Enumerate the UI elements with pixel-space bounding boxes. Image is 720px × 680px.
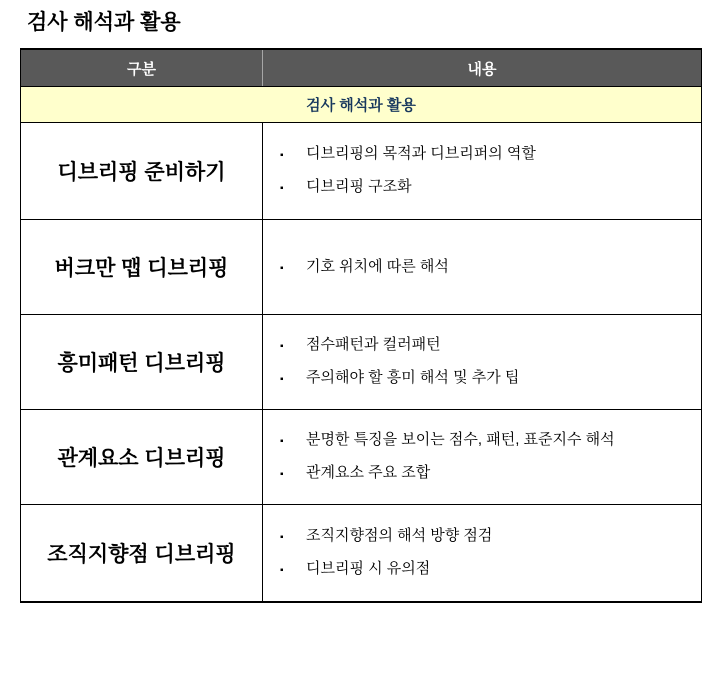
content-cell <box>263 123 701 219</box>
category-cell: 조직지향점 디브리핑 <box>21 505 263 601</box>
list-item <box>278 462 689 485</box>
table-row <box>21 409 701 504</box>
content-cell <box>263 410 701 504</box>
list-item-text: 주의해야 할 흥미 해석 및 추가 팁 <box>306 369 520 386</box>
list-item <box>278 525 689 548</box>
list-item-text: 점수패턴과 컬러패턴 <box>306 336 441 353</box>
bullet-square-icon: ▪ <box>280 341 284 352</box>
bullet-square-icon: ▪ <box>280 469 284 480</box>
list-item-text: 분명한 특징을 보이는 점수, 패턴, 표준지수 해석 <box>306 431 615 448</box>
list-item-text: 기호 위치에 따른 해석 <box>306 257 449 275</box>
bullet-square-icon: ▪ <box>280 374 284 385</box>
bullet-square-icon: ▪ <box>280 436 284 447</box>
bullet-square-icon: ▪ <box>280 183 284 194</box>
list-item <box>278 558 689 581</box>
bullet-square-icon: ▪ <box>280 150 284 161</box>
list-item <box>278 334 689 357</box>
list-item-text: 디브리핑의 목적과 디브리퍼의 역할 <box>306 145 536 162</box>
category-cell: 흥미패턴 디브리핑 <box>21 315 263 409</box>
table-row <box>21 219 701 314</box>
list-item-text: 조직지향점의 해석 방향 점검 <box>306 527 493 544</box>
category-cell: 버크만 맵 디브리핑 <box>21 220 263 314</box>
header-cell-category: 구분 <box>21 50 263 86</box>
page-title: 검사 해석과 활용 <box>27 11 181 34</box>
bullet-square-icon: ▪ <box>280 532 284 543</box>
table-row <box>21 122 701 219</box>
content-cell <box>263 505 701 601</box>
header-cell-content: 내용 <box>467 60 497 78</box>
content-cell <box>263 315 701 409</box>
list-item-text: 관계요소 주요 조합 <box>306 464 431 481</box>
table-row <box>21 314 701 409</box>
list-item <box>278 143 689 166</box>
section-title-row: 검사 해석과 활용 <box>21 86 701 122</box>
table-row <box>21 504 701 601</box>
content-cell <box>263 220 701 314</box>
bullet-square-icon: ▪ <box>280 565 284 576</box>
category-cell: 디브리핑 준비하기 <box>21 123 263 219</box>
interpretation-table <box>20 48 702 603</box>
bullet-square-icon: ▪ <box>280 262 284 274</box>
list-item <box>278 367 689 390</box>
list-item <box>278 429 689 452</box>
list-item-text: 디브리핑 구조화 <box>306 178 412 195</box>
list-item <box>278 256 689 279</box>
table-header-row <box>21 50 701 86</box>
category-cell: 관계요소 디브리핑 <box>21 410 263 504</box>
list-item <box>278 176 689 199</box>
list-item-text: 디브리핑 시 유의점 <box>306 560 431 577</box>
